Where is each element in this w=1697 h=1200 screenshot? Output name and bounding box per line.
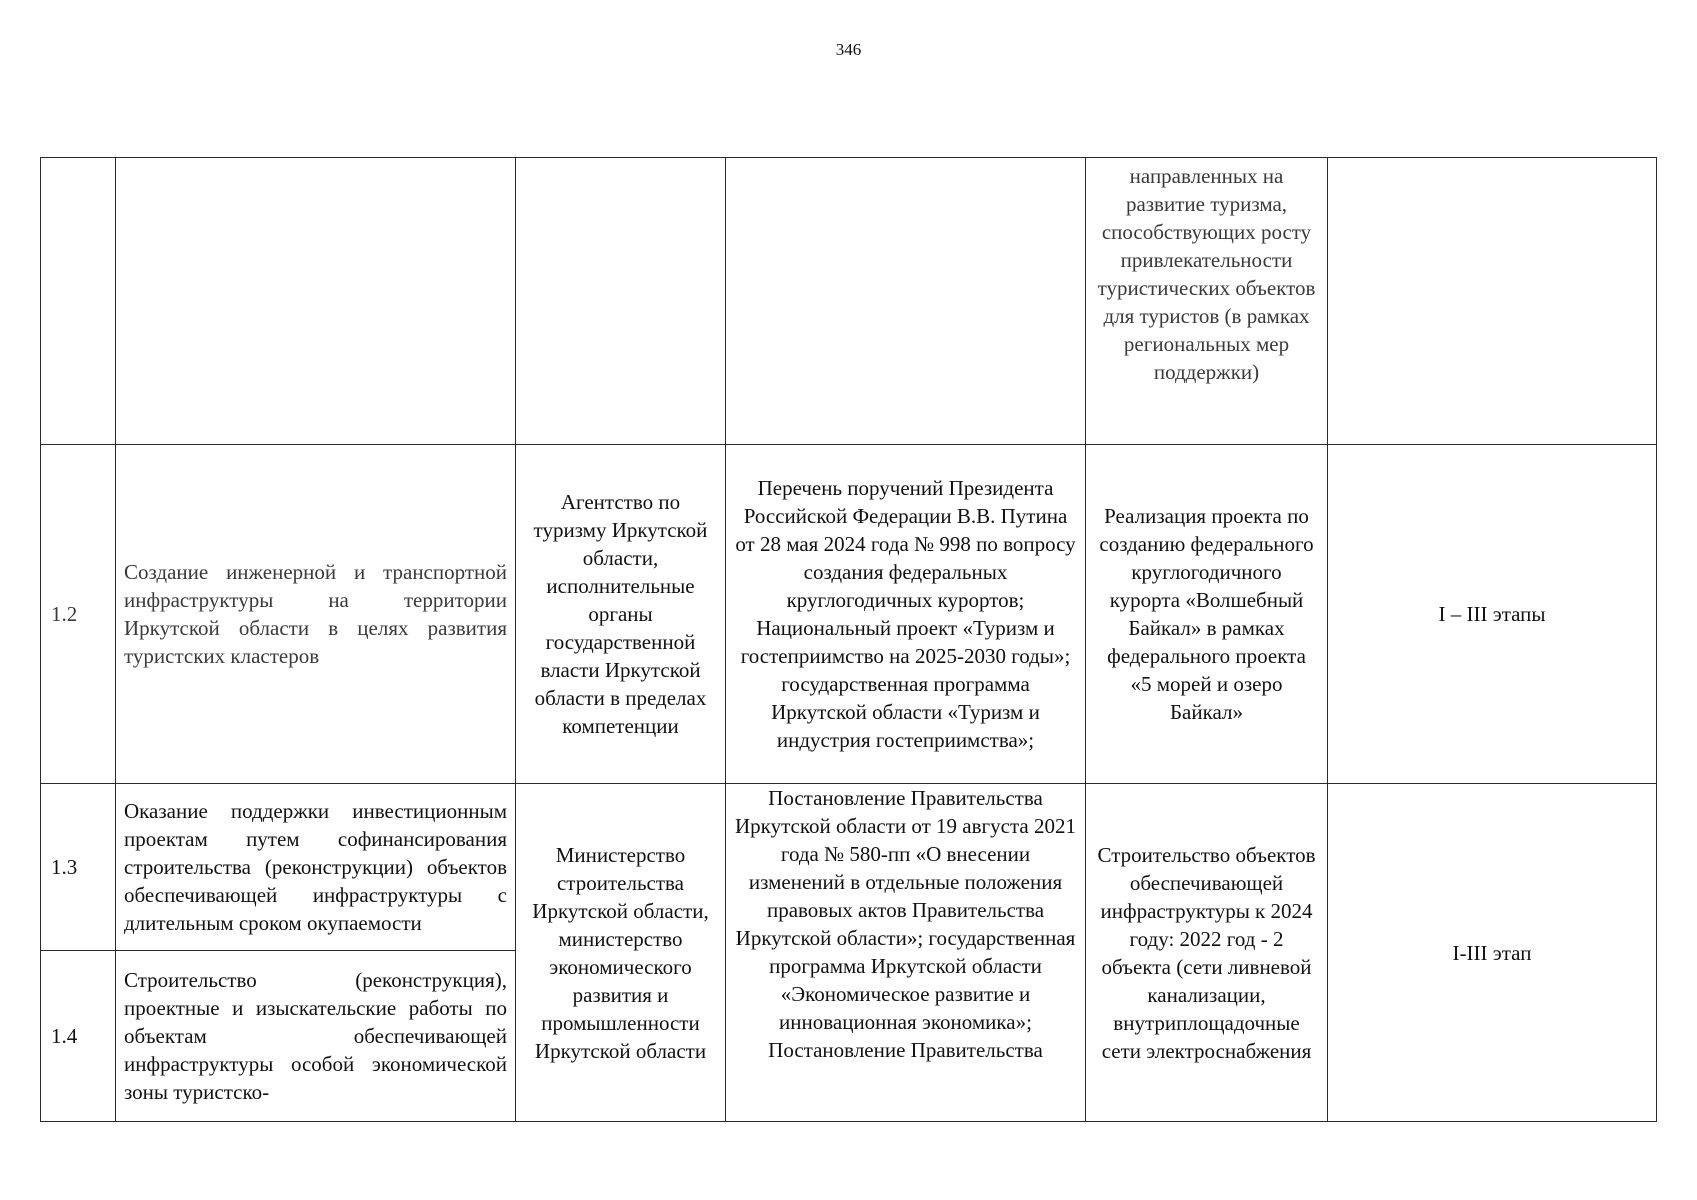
measure-name-cell: Создание инженерной и транспортной инфраструктуры на территории Иркутской области в целях развития туристских кластеров xyxy=(116,445,516,784)
period-cell: I – III этапы xyxy=(1328,445,1657,784)
period-cell: I-III этап xyxy=(1328,784,1657,1122)
table-row-1-3 xyxy=(41,784,1657,951)
row-number-cell: 1.3 xyxy=(41,784,116,951)
measure-name-cell: Оказание поддержки инвестиционным проектам путем софинансирования строительства (реконструкции) объектов обеспечивающей инфраструктуры с длительным сроком окупаемости xyxy=(116,784,516,951)
period-cell xyxy=(1328,158,1657,445)
basis-cell: Постановление Правительства Иркутской области от 19 августа 2021 года № 580-пп «О внесении изменений в отдельные положения правовых актов Правительства Иркутской области»; государственная программа Иркутской области «Экономическое развитие и инновационная экономика»; Постановление Правительства xyxy=(726,784,1086,1122)
executor-cell: Министерство строительства Иркутской области, министерство экономического развития и промышленности Иркутской области xyxy=(516,784,726,1122)
measures-table xyxy=(40,157,1657,1122)
result-cell: Строительство объектов обеспечивающей инфраструктуры к 2024 году: 2022 год - 2 объекта (сети ливневой канализации, внутриплощадочные сети электроснабжения xyxy=(1086,784,1328,1122)
row-number-cell: 1.2 xyxy=(41,445,116,784)
basis-cell xyxy=(726,158,1086,445)
measure-name-cell xyxy=(116,158,516,445)
result-cell: Реализация проекта по созданию федерального круглогодичного курорта «Волшебный Байкал» в рамках федерального проекта «5 морей и озеро Байкал» xyxy=(1086,445,1328,784)
row-number-cell xyxy=(41,158,116,445)
row-number-cell: 1.4 xyxy=(41,951,116,1122)
result-cell: направленных на развитие туризма, способствующих росту привлекательности туристических объектов для туристов (в рамках региональных мер поддержки) xyxy=(1086,158,1328,445)
measure-name-cell: Строительство (реконструкция), проектные и изыскательские работы по объектам обеспечивающей инфраструктуры особой экономической зоны туристско- xyxy=(116,951,516,1122)
executor-cell xyxy=(516,158,726,445)
table-row-continuation xyxy=(41,158,1657,445)
executor-cell: Агентство по туризму Иркутской области, исполнительные органы государственной власти Иркутской области в пределах компетенции xyxy=(516,445,726,784)
table-row-1-2 xyxy=(41,445,1657,784)
page-number: 346 xyxy=(835,40,862,59)
basis-cell: Перечень поручений Президента Российской Федерации В.В. Путина от 28 мая 2024 года № 998 по вопросу создания федеральных круглогодичных курортов; Национальный проект «Туризм и гостеприимство на 2025-2030 годы»; государственная программа Иркутской области «Туризм и индустрия гостеприимства»; xyxy=(726,445,1086,784)
